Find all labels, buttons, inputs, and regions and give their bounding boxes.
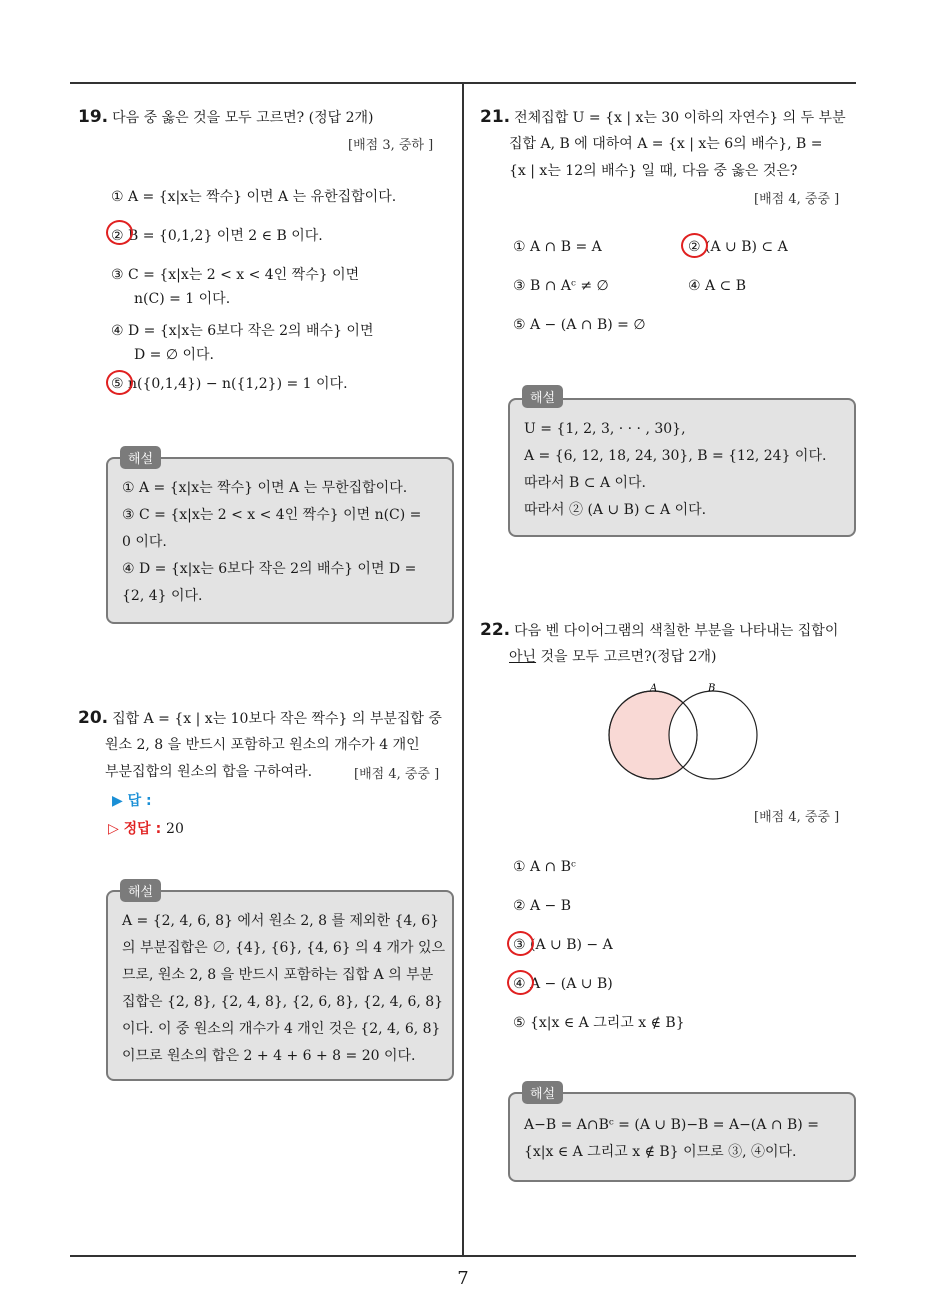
explanation-tag: 해설 <box>522 385 563 408</box>
question-22-stem: 22. 다음 벤 다이어그램의 색칠한 부분을 나타내는 집합이 <box>480 620 839 640</box>
explanation-line: 므로, 원소 2, 8 을 반드시 포함하는 집합 A 의 부분 <box>122 967 434 983</box>
underlined-word: 아닌 <box>509 649 537 665</box>
question-number: 21. <box>480 107 511 127</box>
score-label: [배점 4, 중중 ] <box>754 810 840 825</box>
explanation-line: ① A = {x|x는 짝수} 이면 A 는 무한집합이다. <box>122 480 408 496</box>
option-1[interactable]: ① A = {x|x는 짝수} 이면 A 는 유한집합이다. <box>111 189 397 205</box>
option-4[interactable]: ④ A ⊂ B <box>688 278 747 294</box>
explanation-line: {x|x ∈ A 그리고 x ∉ B} 이므로 ③, ④이다. <box>524 1144 797 1160</box>
question-19-stem: 19. 다음 중 옳은 것을 모두 고르면? (정답 2개) <box>78 107 374 127</box>
explanation-tag: 해설 <box>120 879 161 902</box>
explanation-tag: 해설 <box>120 446 161 469</box>
question-21-stem: 21. 전체집합 U = {x | x는 30 이하의 자연수} 의 두 부분 <box>480 107 846 127</box>
explanation-line: 따라서 ② (A ∪ B) ⊂ A 이다. <box>524 502 707 518</box>
explanation-box <box>106 890 454 1081</box>
explanation-line: 따라서 B ⊂ A 이다. <box>524 475 646 491</box>
explanation-line: 이다. 이 중 원소의 개수가 4 개인 것은 {2, 4, 6, 8} <box>122 1021 441 1037</box>
question-number: 19. <box>78 107 109 127</box>
option-1[interactable]: ① A ∩ Bᶜ <box>513 859 576 875</box>
option-3-cont: n(C) = 1 이다. <box>134 291 231 307</box>
question-number: 22. <box>480 620 511 640</box>
explanation-line: {2, 4} 이다. <box>122 588 203 604</box>
option-5[interactable]: ⑤ A − (A ∩ B) = ∅ <box>513 317 646 333</box>
question-22-stem-line: 아닌 것을 모두 고르면?(정답 2개) <box>509 649 717 665</box>
venn-label-a: A <box>650 683 658 694</box>
score-label: [배점 4, 중중 ] <box>754 192 840 207</box>
answer-mark-circle <box>507 970 534 995</box>
option-3[interactable]: ③ C = {x|x는 2 < x < 4인 짝수} 이면 <box>111 267 360 283</box>
explanation-box <box>106 457 454 624</box>
option-5[interactable]: ⑤ {x|x ∈ A 그리고 x ∉ B} <box>513 1015 685 1031</box>
explanation-line: ④ D = {x|x는 6보다 작은 2의 배수} 이면 D = <box>122 561 417 577</box>
answer-mark-circle <box>681 233 708 258</box>
option-3[interactable]: ③ (A ∪ B) − A <box>513 937 613 953</box>
option-4[interactable]: ④ A − (A ∪ B) <box>513 976 613 992</box>
answer-mark-circle <box>507 931 534 956</box>
option-5[interactable]: ⑤ n({0,1,4}) − n({1,2}) = 1 이다. <box>111 376 348 392</box>
option-3[interactable]: ③ B ∩ Aᶜ ≠ ∅ <box>513 278 609 294</box>
explanation-box <box>508 398 856 537</box>
question-20-stem: 20. 집합 A = {x | x는 10보다 작은 짝수} 의 부분집합 중 <box>78 708 442 728</box>
explanation-line: ③ C = {x|x는 2 < x < 4인 짝수} 이면 n(C) = <box>122 507 422 523</box>
explanation-line: 이므로 원소의 합은 2 + 4 + 6 + 8 = 20 이다. <box>122 1048 416 1064</box>
answer-field[interactable]: ▶ 답 : <box>112 793 152 809</box>
option-2[interactable]: ② (A ∪ B) ⊂ A <box>688 239 788 255</box>
explanation-line: A−B = A∩Bᶜ = (A ∪ B)−B = A−(A ∩ B) = <box>524 1117 819 1133</box>
bottom-rule <box>70 1255 856 1257</box>
answer-mark-circle <box>106 370 133 395</box>
explanation-box <box>508 1092 856 1182</box>
question-number: 20. <box>78 708 109 728</box>
explanation-line: U = {1, 2, 3, · · · , 30}, <box>524 421 686 437</box>
correct-answer: ▷ 정답 : 20 <box>108 821 184 837</box>
question-21-stem-line: 집합 A, B 에 대하여 A = {x | x는 6의 배수}, B = <box>509 136 823 152</box>
explanation-line: A = {6, 12, 18, 24, 30}, B = {12, 24} 이다. <box>524 448 827 464</box>
option-2[interactable]: ② A − B <box>513 898 572 914</box>
explanation-line: 의 부분집합은 ∅, {4}, {6}, {4, 6} 의 4 개가 있으 <box>122 940 446 956</box>
score-label: [배점 3, 중하 ] <box>348 138 434 153</box>
question-20-stem-line: 원소 2, 8 을 반드시 포함하고 원소의 개수가 4 개인 <box>105 737 420 753</box>
question-21-stem-line: {x | x는 12의 배수} 일 때, 다음 중 옳은 것은? <box>509 163 798 179</box>
option-1[interactable]: ① A ∩ B = A <box>513 239 602 255</box>
explanation-tag: 해설 <box>522 1081 563 1104</box>
option-4-cont: D = ∅ 이다. <box>134 347 214 363</box>
question-20-stem-line: 부분집합의 원소의 합을 구하여라. <box>105 764 313 780</box>
option-2[interactable]: ② B = {0,1,2} 이면 2 ∈ B 이다. <box>111 228 323 244</box>
option-4[interactable]: ④ D = {x|x는 6보다 작은 2의 배수} 이면 <box>111 323 374 339</box>
explanation-line: 집합은 {2, 8}, {2, 4, 8}, {2, 6, 8}, {2, 4, 6, 8} <box>122 994 444 1010</box>
venn-label-b: B <box>708 683 716 694</box>
answer-mark-circle <box>106 220 133 245</box>
page-number: 7 <box>457 1268 469 1289</box>
venn-diagram <box>600 678 770 790</box>
score-label: [배점 4, 중중 ] <box>354 767 440 782</box>
column-divider <box>462 84 464 1256</box>
explanation-line: 0 이다. <box>122 534 167 550</box>
explanation-line: A = {2, 4, 6, 8} 에서 원소 2, 8 를 제외한 {4, 6} <box>122 913 440 929</box>
